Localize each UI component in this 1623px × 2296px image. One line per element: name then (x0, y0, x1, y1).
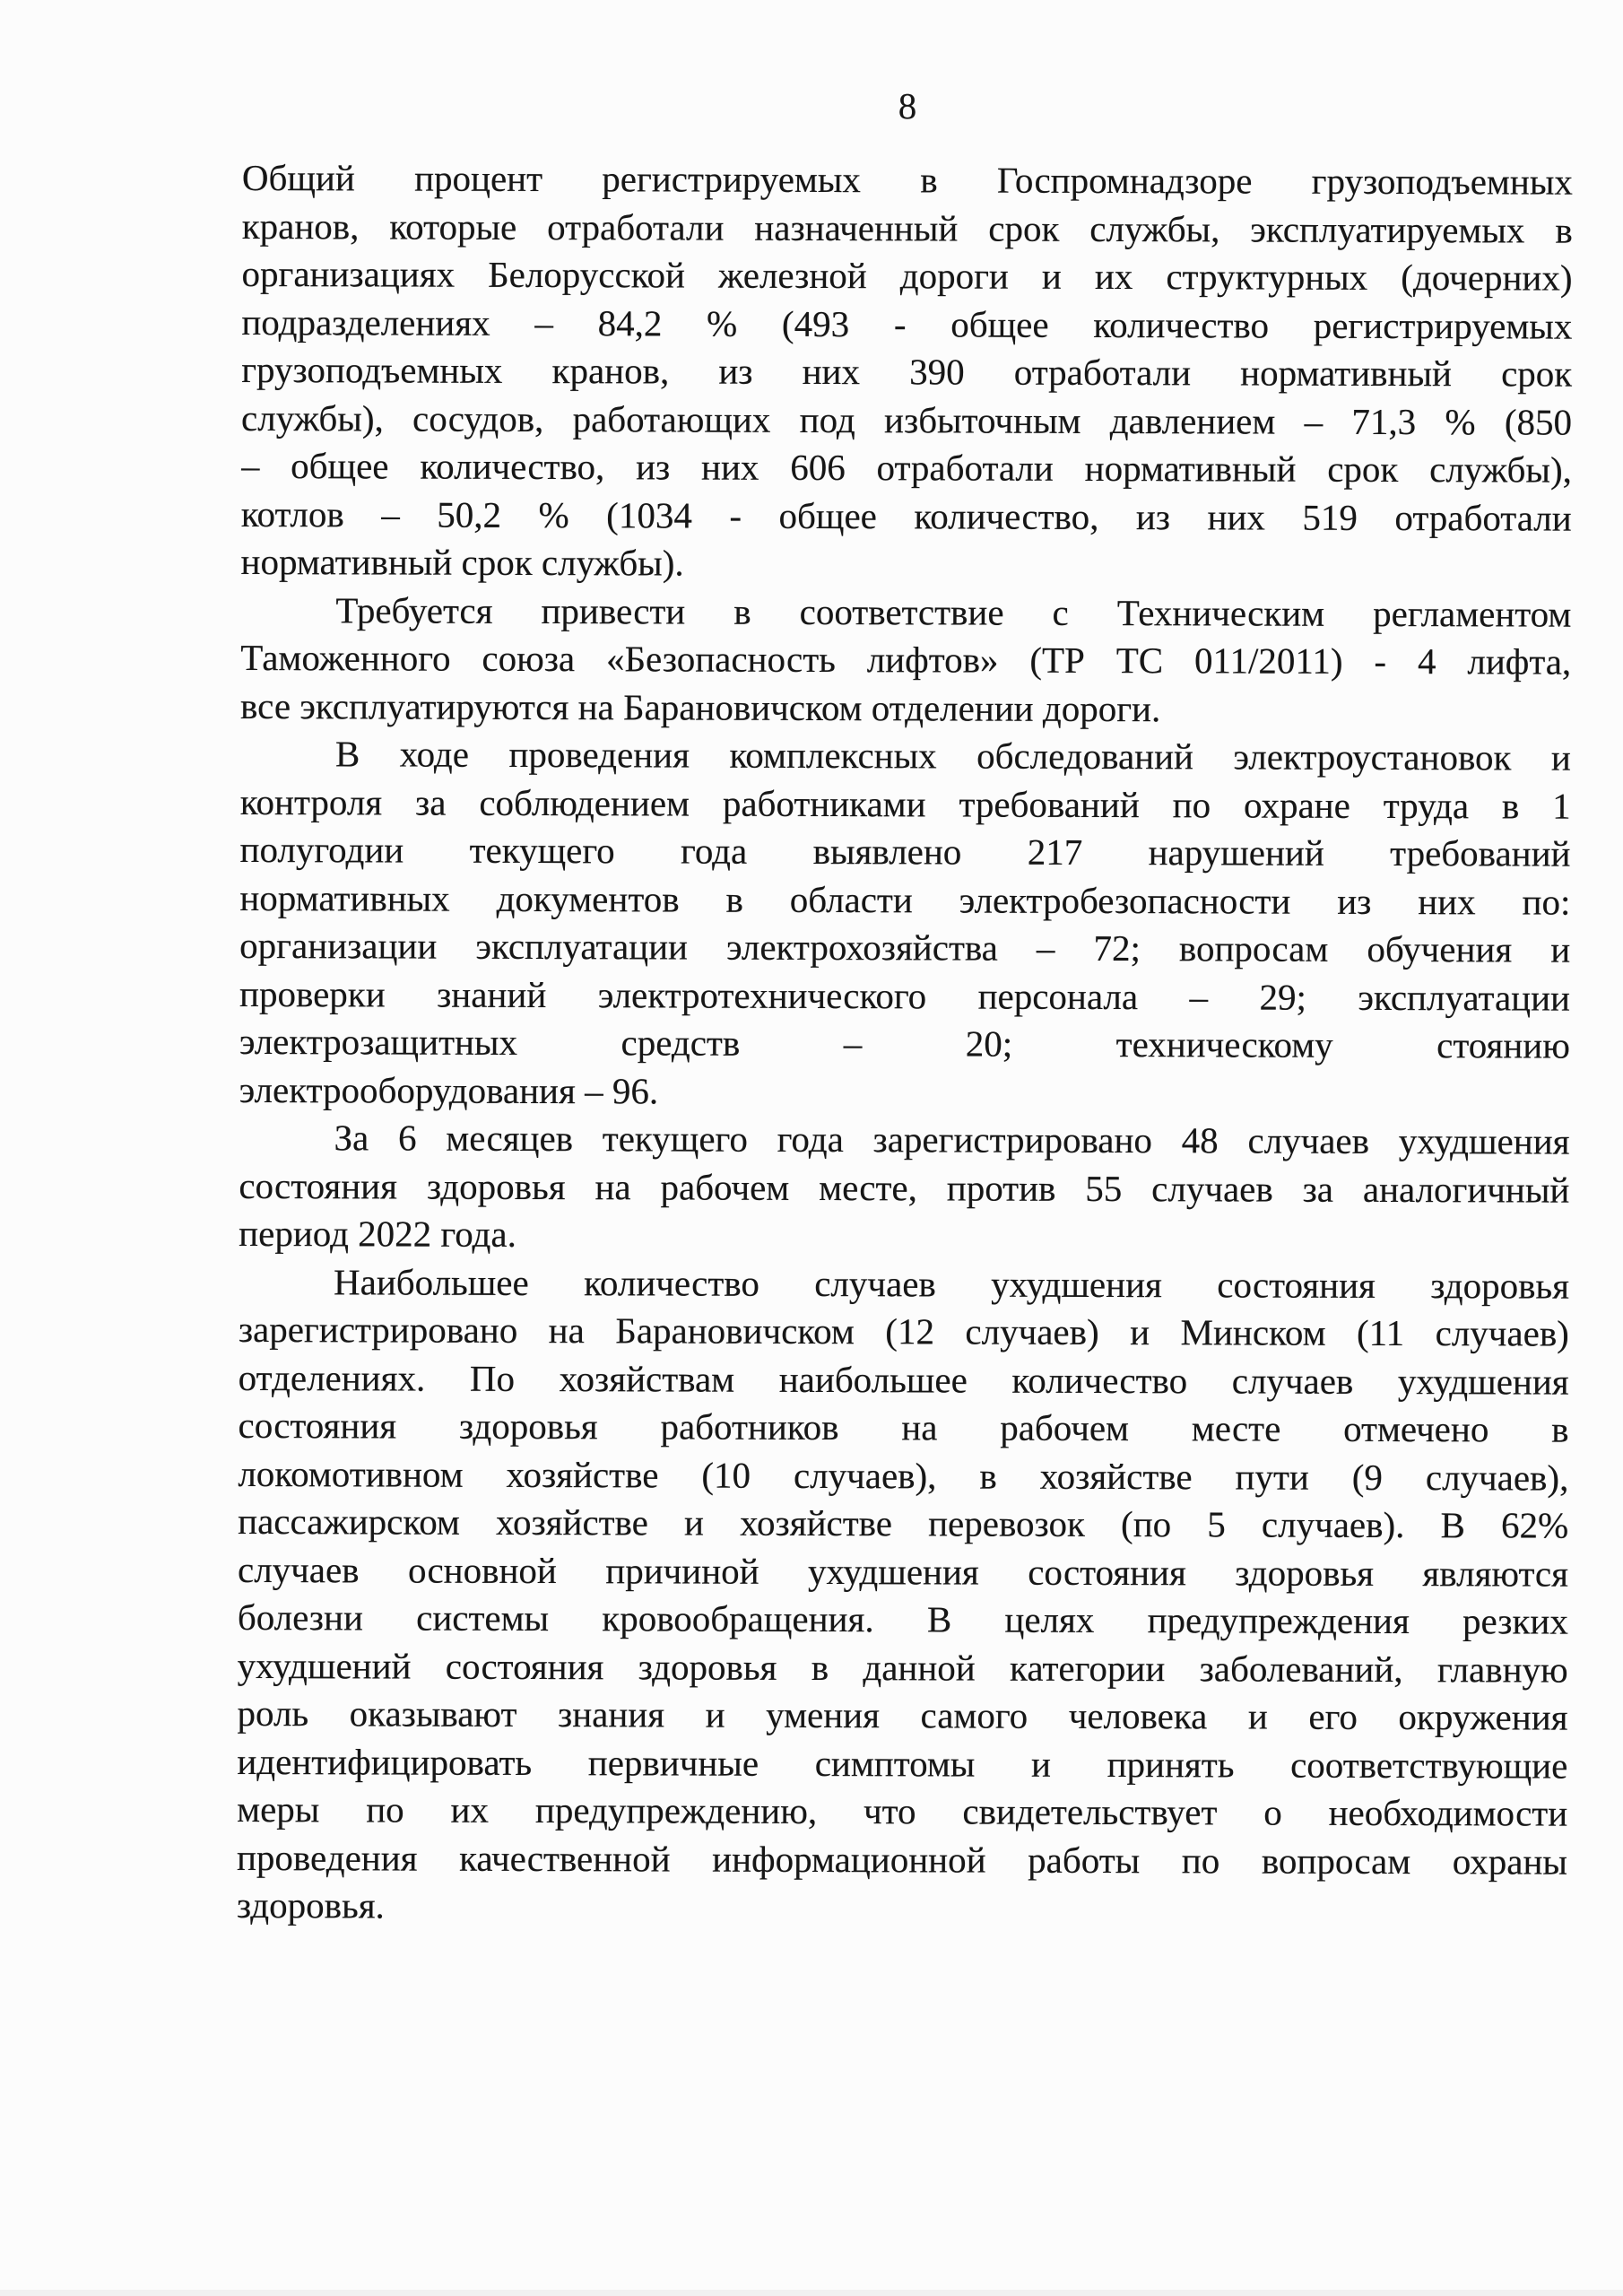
text-line: проверки знаний электротехнического персонала – 29; эксплуатации (239, 972, 1571, 1019)
text-line: здоровья. (236, 1883, 385, 1926)
text-line: проведения качественной информационной работы по вопросам охраны (236, 1836, 1568, 1883)
paragraph (239, 730, 1571, 1118)
text-line: Общий процент регистрируемых в Госпромнадзоре грузоподъемных (241, 156, 1573, 203)
page-number: 8 (898, 85, 917, 126)
text-line: организациях Белорусской железной дороги и их структурных (дочерних) (241, 252, 1573, 299)
text-line: организации эксплуатации электрохозяйства – 72; вопросам обучения и (239, 924, 1571, 970)
text-line: меры по их предупреждению, что свидетельствует о необходимости (237, 1787, 1568, 1834)
text-line: нормативных документов в области электробезопасности из них по: (239, 876, 1571, 923)
scan-bottom-edge (0, 2290, 1623, 2296)
text-line: службы), сосудов, работающих под избыточным давлением – 71,3 % (850 (241, 396, 1573, 443)
text-line: котлов – 50,2 % (1034 - общее количество, из них 519 отработали (240, 492, 1572, 539)
text-line: все эксплуатируются на Барановичском отделении дороги. (239, 684, 1161, 729)
text-line: случаев основной причиной ухудшения состояния здоровья являются (237, 1548, 1569, 1595)
text-line: идентифицировать первичные симптомы и принять соответствующие (237, 1740, 1568, 1787)
text-line: подразделениях – 84,2 % (493 - общее количество регистрируемых (241, 300, 1573, 347)
text-line: грузоподъемных кранов, из них 390 отработали нормативный срок (241, 348, 1573, 395)
paragraph (240, 586, 1571, 734)
text-line: отделениях. По хозяйствам наибольшее количество случаев ухудшения (238, 1356, 1569, 1403)
paragraph (239, 1114, 1569, 1262)
text-line: состояния здоровья работников на рабочем месте отмечено в (238, 1404, 1569, 1450)
text-line: электрооборудования – 96. (239, 1068, 659, 1111)
text-line: – общее количество, из них 606 отработали нормативный срок службы), (240, 444, 1572, 491)
text-line: зарегистрировано на Барановичском (12 случаев) и Минском (11 случаев) (238, 1308, 1569, 1354)
text-line: ухудшений состояния здоровья в данной категории заболеваний, главную (237, 1644, 1568, 1691)
paragraph (237, 1257, 1569, 1934)
text-line: роль оказывают знания и умения самого человека и его окружения (237, 1692, 1568, 1738)
document-body (237, 154, 1573, 1934)
text-line: электрозащитных средств – 20; техническому стоянию (239, 1020, 1570, 1066)
text-line: локомотивном хозяйстве (10 случаев), в хозяйстве пути (9 случаев), (238, 1452, 1569, 1499)
text-line: кранов, которые отработали назначенный срок службы, эксплуатируемых в (241, 204, 1573, 251)
text-line: болезни системы кровообращения. В целях предупреждения резких (237, 1596, 1568, 1642)
text-line: состояния здоровья на рабочем месте, против 55 случаев за аналогичный (239, 1164, 1570, 1211)
text-line: нормативный срок службы). (240, 540, 684, 584)
text-line: Таможенного союза «Безопасность лифтов» (ТР ТС 011/2011) - 4 лифта, (240, 636, 1572, 683)
paragraph (240, 154, 1573, 590)
text-line: В ходе проведения комплексных обследований электроустановок и (334, 733, 1571, 778)
text-line: Наибольшее количество случаев ухудшения состояния здоровья (333, 1260, 1570, 1307)
text-line: За 6 месяцев текущего года зарегистрировано 48 случаев ухудшения (334, 1117, 1570, 1162)
text-line: период 2022 года. (239, 1212, 516, 1255)
text-line: контроля за соблюдением работниками требований по охране труда в 1 (239, 780, 1571, 827)
text-line: пассажирском хозяйстве и хозяйстве перевозок (по 5 случаев). В 62% (238, 1500, 1569, 1546)
text-line: полугодии текущего года выявлено 217 нарушений требований (239, 828, 1571, 874)
text-line: Требуется привести в соответствие с Техническим регламентом (335, 588, 1572, 635)
